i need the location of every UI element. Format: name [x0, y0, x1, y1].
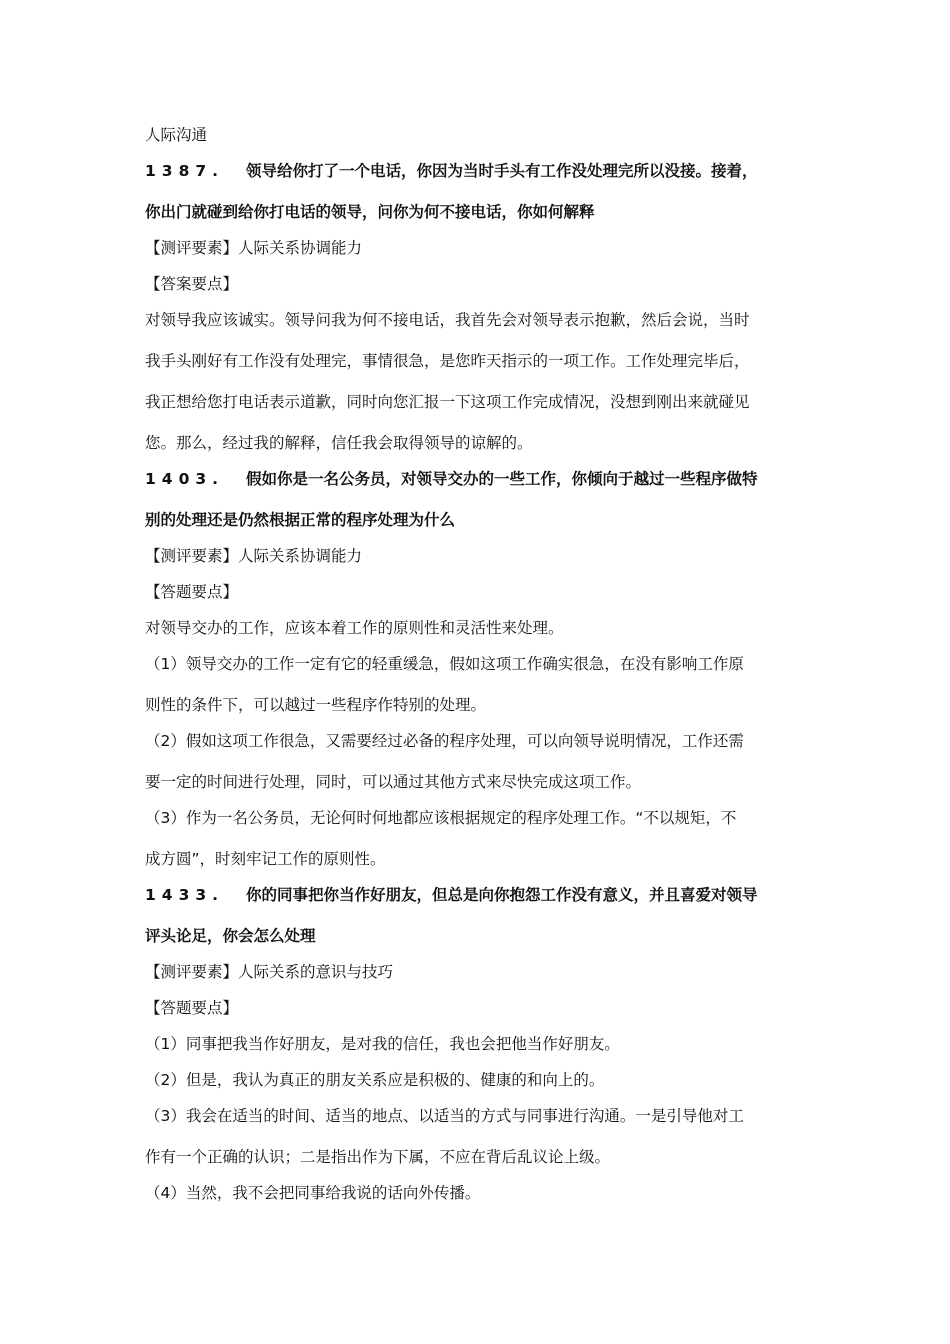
element-label: 【测评要素】人际关系协调能力	[145, 239, 363, 257]
question-number: 1403.	[145, 470, 225, 488]
answer-line: （3）我会在适当的时间、适当的地点、以适当的方式与同事进行沟通。一是引导他对工	[145, 1107, 744, 1125]
points-label: 【答题要点】	[145, 999, 239, 1017]
element-label: 【测评要素】人际关系协调能力	[145, 547, 363, 565]
question-1387-line-1: 1387. 领导给你打了一个电话，你因为当时手头有工作没处理完所以没接。接着，	[145, 162, 758, 180]
answer-line: （2）但是，我认为真正的朋友关系应是积极的、健康的和向上的。	[145, 1071, 605, 1089]
answer-line: （3）作为一名公务员，无论何时何地都应该根据规定的程序处理工作。“不以规矩，不	[145, 809, 737, 827]
section-title: 人际沟通	[145, 126, 208, 144]
answer-line: （4）当然，我不会把同事给我说的话向外传播。	[145, 1184, 481, 1202]
answer-line: 要一定的时间进行处理，同时，可以通过其他方式来尽快完成这项工作。	[145, 773, 642, 791]
answer-line: 成方圆”，时刻牢记工作的原则性。	[145, 850, 386, 868]
document-page	[145, 124, 810, 1204]
answer-line: 对领导我应该诚实。领导问我为何不接电话，我首先会对领导表示抱歉，然后会说，当时	[145, 311, 750, 329]
points-label: 【答题要点】	[145, 583, 239, 601]
question-1433-line-2: 评头论足，你会怎么处理	[145, 927, 316, 945]
answer-line: 我正想给您打电话表示道歉，同时向您汇报一下这项工作完成情况，没想到刚出来就碰见	[145, 393, 750, 411]
answer-line: 您。那么，经过我的解释，信任我会取得领导的谅解的。	[145, 434, 533, 452]
question-1433-line-1: 1433. 你的同事把你当作好朋友，但总是向你抱怨工作没有意义，并且喜爱对领导	[145, 886, 758, 904]
question-1387-line-2: 你出门就碰到给你打电话的领导，问你为何不接电话，你如何解释	[145, 203, 595, 221]
answer-line: （1）同事把我当作好朋友，是对我的信任，我也会把他当作好朋友。	[145, 1035, 620, 1053]
answer-line: （2）假如这项工作很急，又需要经过必备的程序处理，可以向领导说明情况，工作还需	[145, 732, 744, 750]
answer-line: 对领导交办的工作，应该本着工作的原则性和灵活性来处理。	[145, 619, 564, 637]
answer-line: （1）领导交办的工作一定有它的轻重缓急，假如这项工作确实很急，在没有影响工作原	[145, 655, 744, 673]
element-label: 【测评要素】人际关系的意识与技巧	[145, 963, 394, 981]
points-label: 【答案要点】	[145, 275, 239, 293]
question-number: 1433.	[145, 886, 225, 904]
question-1403-line-1: 1403. 假如你是一名公务员，对领导交办的一些工作，你倾向于越过一些程序做特	[145, 470, 758, 488]
question-number: 1387.	[145, 162, 225, 180]
answer-line: 则性的条件下，可以越过一些程序作特别的处理。	[145, 696, 487, 714]
answer-line: 我手头刚好有工作没有处理完，事情很急，是您昨天指示的一项工作。工作处理完毕后，	[145, 352, 750, 370]
answer-line: 作有一个正确的认识；二是指出作为下属，不应在背后乱议论上级。	[145, 1148, 611, 1166]
question-1403-line-2: 别的处理还是仍然根据正常的程序处理为什么	[145, 511, 456, 529]
